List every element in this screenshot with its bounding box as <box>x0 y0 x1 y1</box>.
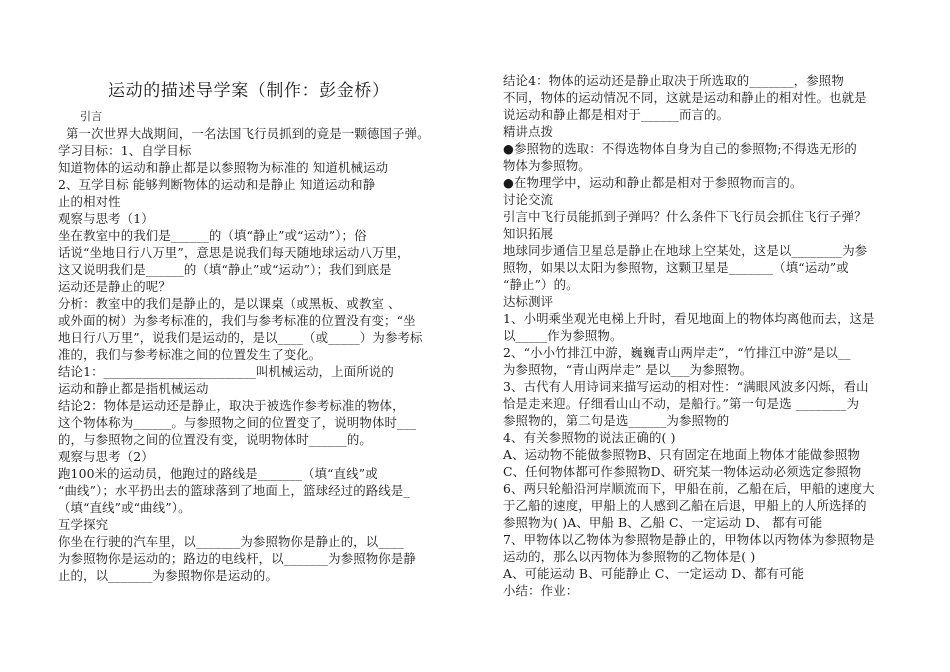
section-heading: 达标测评 <box>503 294 554 309</box>
text-line: 为参照物你是运动的；路边的电线杆，以_______为参照物你是静 <box>58 551 416 566</box>
text-line: “静止”）的。 <box>503 277 579 292</box>
question-line: 参照物的，第二句是选______为参照物的 <box>503 413 730 428</box>
text-line: 这个物体称为______。与参照物之间的位置变了，说明物体时___ <box>58 415 417 430</box>
question-line: 以_____作为参照物。 <box>503 328 623 343</box>
question-line: 6、两只轮船沿河岸顺流而下，甲船在前，乙船在后，甲船的速度大 <box>503 481 875 496</box>
text-line: 或外面的树）为参考标准的，我们与参考标准的位置没有变；“坐 <box>58 313 416 328</box>
text-line: 止的，以_______为参照物你是运动的。 <box>58 568 278 583</box>
document-title: 运动的描述导学案（制作：彭金桥） <box>108 81 390 101</box>
text-line: 跑100米的运动员，他跑过的路线是_______（填“直线”或 <box>58 466 378 481</box>
text-line: 照物，如果以太阳为参照物，这颗卫星是_______（填“运动”或 <box>503 260 849 275</box>
text-line: 不同，物体的运动情况不同，这就是运动和静止的相对性。也就是 <box>503 90 867 105</box>
text-line: 结论1：________________________叫机械运动，上面所说的 <box>58 364 394 379</box>
text-line: 结论4：物体的运动还是静止取决于所选取的_______，参照物 <box>503 73 844 88</box>
text-line: 引言中飞行员能抓到子弹吗？什么条件下飞行员会抓住飞行子弹？ <box>503 209 867 224</box>
text-line: 准的，我们与参考标准之间的位置发生了变化。 <box>58 347 322 362</box>
text-line: 坐在教室中的我们是______的（填“静止”或“运动”）；俗 <box>58 228 367 243</box>
left-column <box>58 0 468 672</box>
question-line: 7、甲物体以乙物体为参照物是静止的，甲物体以丙物体为参照物是 <box>503 532 875 547</box>
text-line: “曲线”）；水平扔出去的篮球落到了地面上，篮球经过的路线是_ <box>58 483 410 498</box>
text-line: 引言 <box>80 110 103 123</box>
text-line: 结论2：物体是运动还是静止，取决于被选作参考标准的物体， <box>58 398 405 413</box>
question-line: 4、有关参照物的说法正确的( ) <box>503 430 676 445</box>
right-column <box>503 0 898 672</box>
section-heading: 学习目标：1、自学目标 <box>58 143 192 158</box>
text-line: 分析：教室中的我们是静止的，是以课桌（或黑板、或教室 、 <box>58 296 401 311</box>
text-line: 地球同步通信卫星总是静止在地球上空某处，这是以________为参 <box>503 243 868 258</box>
section-heading: 观察与思考（2） <box>58 449 154 464</box>
text-line: 止的相对性 <box>58 194 121 209</box>
answer-options: C、任何物体都可作参照物D、研究某一物体运动必须选定参照物 <box>503 464 862 479</box>
section-heading: 精讲点拨 <box>503 124 554 139</box>
text-line: 2、互学目标 能够判断物体的运动和是静止 知道运动和静 <box>58 177 376 192</box>
question-line: 于乙船的速度，甲船上的人感到乙船在后退，甲船上的人所选择的 <box>503 498 867 513</box>
question-line: 恰是走来迎。仔细看山山不动，是船行。”第一句是选 ________为 <box>503 396 860 411</box>
section-heading: 知识拓展 <box>503 226 554 241</box>
section-heading: 互学探究 <box>58 517 109 532</box>
summary-line: 小结：作业： <box>503 583 579 598</box>
answer-options: A、可能运动 B、可能静止 C、一定运动 D、都有可能 <box>503 566 805 581</box>
text-line: 的，与参照物之间的位置没有变，说明物体时______的。 <box>58 432 372 447</box>
question-line: 参照物为( )A、甲船 B、乙船 C、一定运动 D、 都有可能 <box>503 515 823 530</box>
text-line: （填“直线”或“曲线”）。 <box>58 500 191 515</box>
text-line: 话说“坐地日行八万里”，意思是说我们每天随地球运动八万里， <box>58 245 410 260</box>
question-line: 为参照物，“青山两岸走” 是以___为参照物。 <box>503 362 753 377</box>
text-line: 说运动和静止都是相对于______而言的。 <box>503 107 730 122</box>
text-line: 这又说明我们是______的（填“静止”或“运动”）；我们到底是 <box>58 262 392 277</box>
section-heading: 观察与思考（1） <box>58 211 154 226</box>
text-line: 运动还是静止的呢？ <box>58 279 171 294</box>
text-line: 你坐在行驶的汽车里，以_______为参照物你是静止的，以____ <box>58 534 404 549</box>
question-line: 2、“小小竹排江中游，巍巍青山两岸走”，“竹排江中游”是以__ <box>503 345 851 360</box>
text-line: 运动和静止都是指机械运动 <box>58 381 209 396</box>
question-line: 运动的，那么以丙物体为参照物的乙物体是( ) <box>503 549 756 564</box>
section-heading: 讨论交流 <box>503 192 554 207</box>
text-line: 物体为参照物。 <box>503 158 591 173</box>
text-line: 地日行八万里”，说我们是运动的，是以____（或_____）为参考标 <box>58 330 423 345</box>
text-line: 知道物体的运动和静止都是以参照物为标准的 知道机械运动 <box>58 160 389 175</box>
question-line: 3、古代有人用诗词来描写运动的相对性：“满眼风波多闪烁，看山 <box>503 379 869 394</box>
text-line: ●参照物的选取：不得选物体自身为自己的参照物;不得选无形的 <box>503 141 857 156</box>
text-line: ●在物理学中，运动和静止都是相对于参照物而言的。 <box>503 175 803 190</box>
answer-options: A、运动物不能做参照物B、只有固定在地面上物体才能做参照物 <box>503 447 860 462</box>
text-line: 第一次世界大战期间，一名法国飞行员抓到的竟是一颗德国子弹。 <box>66 126 430 141</box>
question-line: 1、小明乘坐观光电梯上升时，看见地面上的物体均离他而去，这是 <box>503 311 875 326</box>
